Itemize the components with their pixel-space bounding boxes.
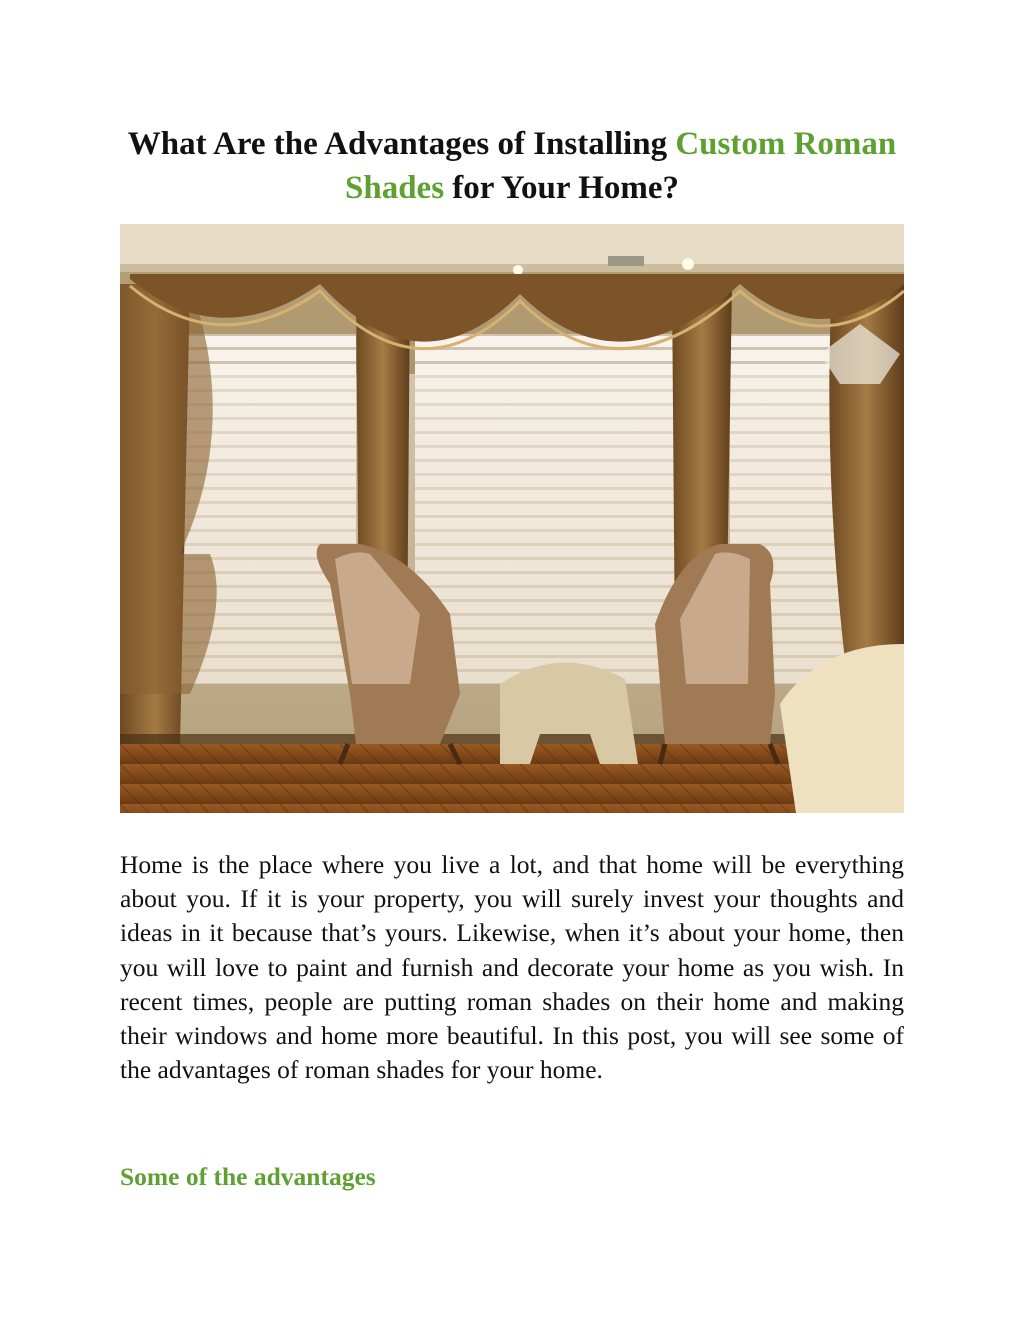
title-link[interactable]: Custom Roman Shades <box>344 126 897 206</box>
body-paragraph: Home is the place where you live a lot, and that home will be everything about you. If it is your property, you will surely invest your thoughts and ideas in it because that’s yours. Likewise, when it’s about your home, then you will love to paint and furnish and decorate your home as you wish. In recent times, people are putting roman shades on their home and making their windows and home more beautiful. In this post, you will see some of the advantages of roman shades for your home. <box>120 850 904 1085</box>
section-heading: Some of the advantages <box>120 1162 376 1191</box>
title-text-end: for Your Home? <box>444 170 679 206</box>
room-photo <box>120 224 904 813</box>
page-title <box>120 122 904 210</box>
title-text: What Are the Advantages of Installing <box>127 126 676 162</box>
